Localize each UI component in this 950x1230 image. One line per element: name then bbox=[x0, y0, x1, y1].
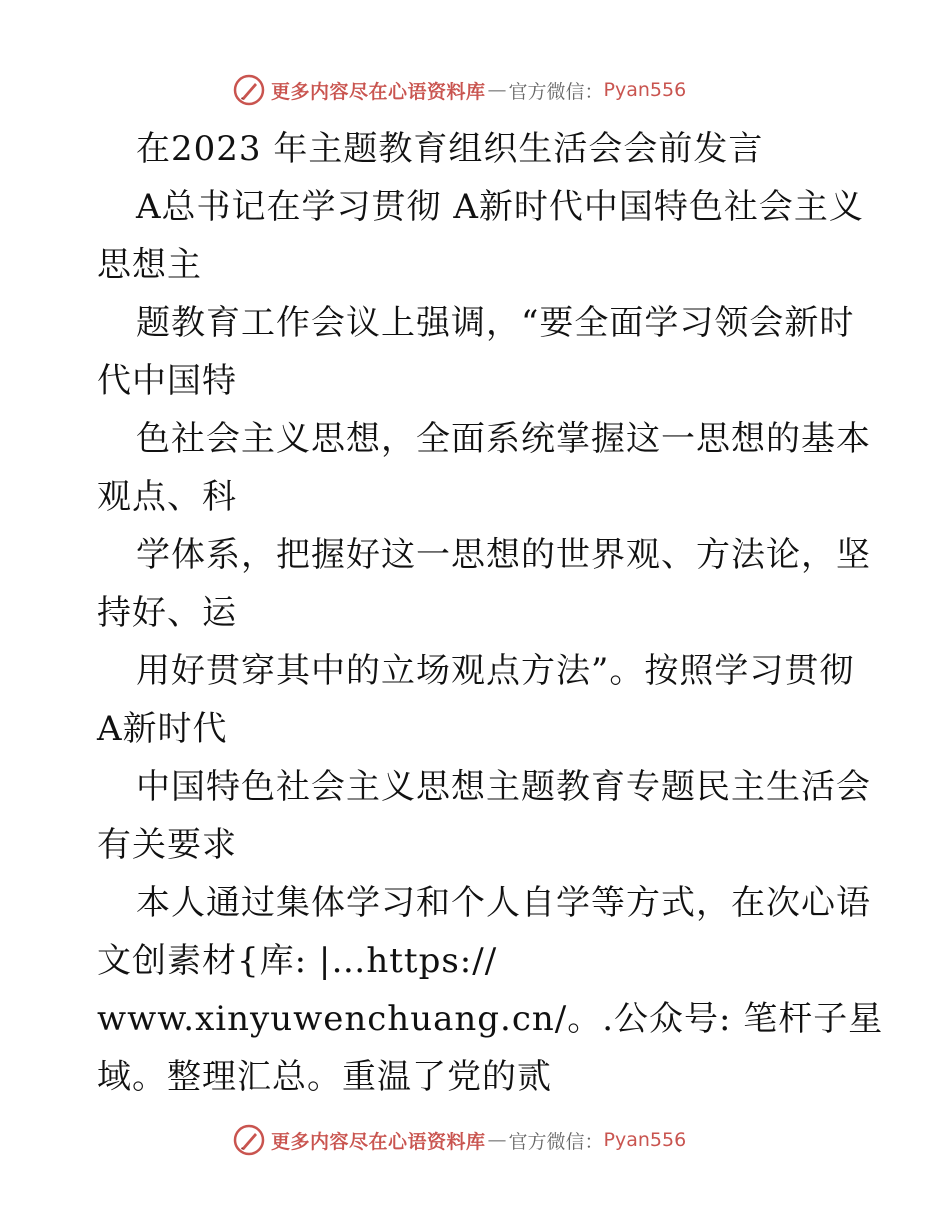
watermark-wechat-label: 官方微信： bbox=[508, 1130, 604, 1153]
document-body bbox=[97, 120, 884, 1106]
footer-watermark bbox=[233, 1123, 686, 1157]
text-line: 代中国特 bbox=[97, 361, 237, 401]
watermark-text: 更多内容尽在心语资料库 bbox=[271, 1130, 486, 1153]
text-line: 题教育工作会议上强调，“要全面学习领会新时 bbox=[136, 303, 855, 343]
text-line: 用好贯穿其中的立场观点方法”。按照学习贯彻 bbox=[136, 651, 855, 691]
text-line: 观点、科 bbox=[97, 477, 237, 517]
text-line: 持好、运 bbox=[97, 593, 237, 633]
text-line: 本人通过集体学习和个人自学等方式，在次心语 bbox=[136, 883, 871, 923]
header-watermark bbox=[233, 73, 686, 107]
quill-logo-icon bbox=[233, 74, 265, 106]
text-line: 文创素材{库: |…https:// bbox=[97, 941, 498, 981]
text-line: 域。整理汇总。重温了党的贰 bbox=[97, 1057, 552, 1097]
text-line: A总书记在学习贯彻 A新时代中国特色社会主义 bbox=[136, 187, 864, 227]
text-line: 思想主 bbox=[97, 245, 202, 285]
watermark-wechat-label: 官方微信： bbox=[508, 80, 604, 103]
text-line: A新时代 bbox=[97, 709, 228, 749]
watermark-wechat-id: Pyan556 bbox=[603, 1129, 687, 1151]
text-line: www.xinyuwenchuang.cn/。.公众号: 笔杆子星 bbox=[97, 999, 884, 1039]
document-title: 在2023 年主题教育组织生活会会前发言 bbox=[136, 129, 764, 169]
watermark-dash: — bbox=[487, 1129, 507, 1151]
quill-logo-icon bbox=[233, 1124, 265, 1156]
watermark-wechat-id: Pyan556 bbox=[603, 79, 687, 101]
text-line: 色社会主义思想，全面系统掌握这一思想的基本 bbox=[136, 419, 871, 459]
text-line: 学体系，把握好这一思想的世界观、方法论，坚 bbox=[136, 535, 871, 575]
text-line: 有关要求 bbox=[97, 825, 237, 865]
watermark-dash: — bbox=[487, 79, 507, 101]
text-line: 中国特色社会主义思想主题教育专题民主生活会 bbox=[136, 767, 871, 807]
watermark-text: 更多内容尽在心语资料库 bbox=[271, 80, 486, 103]
